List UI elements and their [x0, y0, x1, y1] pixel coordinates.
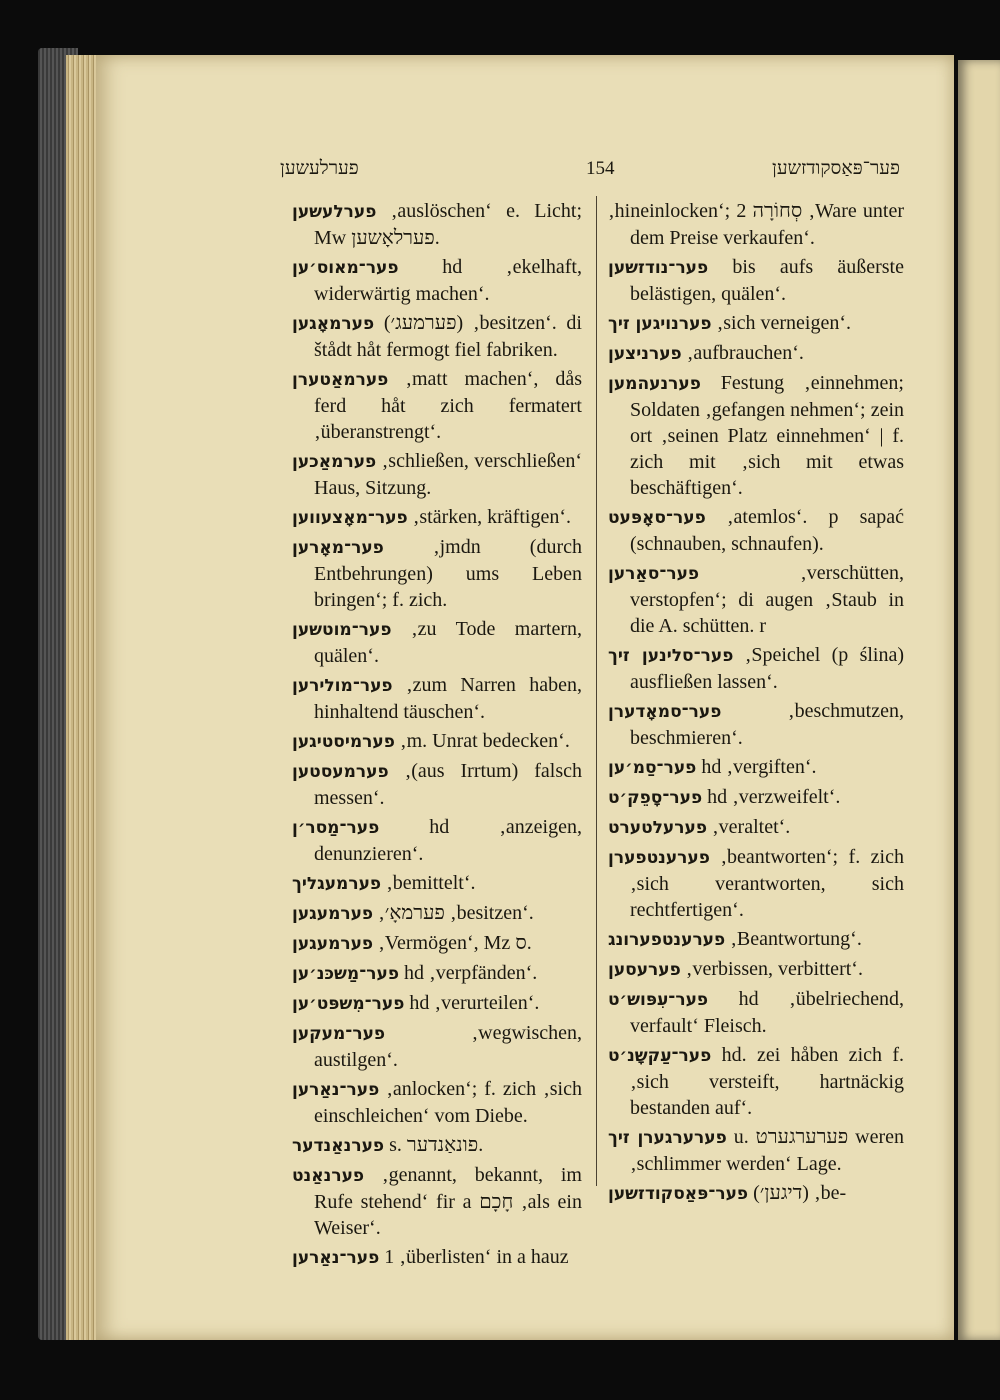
entry-definition: s. פונאַנדער.	[384, 1134, 484, 1156]
entry-definition: u. פערערגערט weren ‚schlimmer werden‘ Lage.	[630, 1126, 905, 1175]
entry-headword: פער־מַשכּנ׳ען	[292, 964, 400, 984]
entry-definition: ‚Speichel (p ślina) ausfließen lassen‘.	[630, 644, 904, 693]
entry-definition: hd ‚vergiften‘.	[696, 756, 817, 778]
entry-definition: ‚schließen, verschließen‘ Haus, Sitzung.	[314, 450, 582, 499]
dictionary-entry	[292, 504, 582, 531]
dictionary-entry	[608, 198, 904, 251]
entry-headword: פער־מאָצעווען	[292, 508, 408, 528]
entry-headword: פער־סַמ׳ען	[608, 758, 697, 778]
entry-headword: פער־מאוס׳ען	[292, 258, 399, 278]
dictionary-entry	[292, 1076, 582, 1129]
entry-headword: פער־סאָפּעט	[608, 508, 706, 528]
dictionary-entry	[292, 198, 582, 251]
dictionary-entry	[608, 814, 904, 841]
entry-definition: ‚auslöschen‘ e. Licht; Mw פערלאָשען.	[314, 200, 582, 249]
dictionary-entry	[292, 870, 582, 897]
entry-definition: ‚beschmutzen, beschmieren‘.	[630, 700, 904, 749]
entry-definition: ‚zum Narren haben, hinhaltend täuschen‘.	[314, 674, 582, 723]
dictionary-entry	[292, 1244, 582, 1271]
dictionary-entry	[292, 990, 582, 1017]
column-divider	[596, 196, 597, 1186]
entry-definition: ‚(aus Irrtum) falsch messen‘.	[314, 760, 582, 809]
entry-headword: פערמעסטען	[292, 762, 389, 782]
dictionary-entry	[292, 672, 582, 725]
entry-headword: פערלעשען	[292, 202, 377, 222]
dictionary-entry	[608, 844, 904, 923]
entry-definition: ‚matt machen‘, dås ferd håt zich fermatert ‚überanstrengt‘.	[314, 368, 582, 443]
entry-definition: hd ‚verpfänden‘.	[399, 962, 538, 984]
dictionary-entry	[292, 1020, 582, 1073]
entry-definition: ‚anlocken‘; f. zich ‚sich einschleichen‘ vom Diebe.	[314, 1078, 582, 1127]
entry-headword: פערעסען	[608, 960, 681, 980]
entry-definition: ‚stärken, kräftigen‘.	[407, 506, 571, 528]
entry-definition: Festung ‚einnehmen; Soldaten ‚gefangen nehmen‘; zein ort ‚seinen Platz einnehmen‘ | f. zich mit ‚sich mit etwas beschäftigen‘.	[630, 372, 904, 499]
entry-definition: ‚verbissen, verbittert‘.	[680, 958, 863, 980]
entry-definition: ‚m. Unrat bedecken‘.	[394, 730, 570, 752]
entry-headword: פער־מִשפּט׳ען	[292, 994, 405, 1014]
dictionary-entry	[608, 504, 904, 557]
dictionary-entry	[292, 448, 582, 501]
dictionary-entry	[292, 366, 582, 445]
entry-definition: ‚wegwischen, austilgen‘.	[314, 1022, 582, 1071]
entry-headword: פערנעהמען	[608, 374, 701, 394]
entry-definition: ‚beantworten‘; f. zich ‚sich verantworten, sich rechtfertigen‘.	[630, 846, 904, 921]
dictionary-entry	[608, 340, 904, 367]
entry-definition: ‚genannt, bekannt, im Rufe stehend‘ fir a חָכָם ‚als ein Weiser‘.	[314, 1164, 582, 1239]
entry-headword: פערעלטערט	[608, 818, 707, 838]
entry-definition: hd ‚anzeigen, denunzieren‘.	[314, 816, 582, 865]
page-number: 154	[586, 158, 615, 179]
entry-headword: פער־סאַרען	[608, 564, 700, 584]
entry-headword: פער־נודזשען	[608, 258, 709, 278]
dictionary-entry	[608, 1180, 904, 1207]
entry-headword: פערמאַכען	[292, 452, 377, 472]
dictionary-entry	[292, 616, 582, 669]
dictionary-entry	[292, 254, 582, 307]
entry-definition: bis aufs äußerste belästigen, quälen‘.	[630, 256, 904, 305]
entry-headword: פער־מאָרען	[292, 538, 384, 558]
entry-definition: (דיגען׳) ‚be-	[748, 1182, 847, 1204]
entry-headword: פער־עִפּוש׳ט	[608, 990, 709, 1010]
entry-definition: ‚bemittelt‘.	[381, 872, 476, 894]
entry-headword: פער־מוטשען	[292, 620, 392, 640]
entry-headword: פערמאַטערן	[292, 370, 389, 390]
dictionary-entry	[292, 758, 582, 811]
entry-definition: hd ‚ekelhaft, widerwärtig machen‘.	[314, 256, 582, 305]
entry-headword: פער־נאַרען	[292, 1248, 380, 1268]
dictionary-entry	[292, 310, 582, 363]
dictionary-entry	[292, 900, 582, 927]
entry-headword: פער־פּאַסקודזשען	[608, 1184, 749, 1204]
dictionary-entry	[292, 960, 582, 987]
dictionary-entry	[292, 930, 582, 957]
dictionary-entry	[292, 534, 582, 613]
entry-headword: פער־נאַרען	[292, 1080, 380, 1100]
dictionary-entry	[608, 754, 904, 781]
entry-headword: פער־סלינען זיך	[608, 646, 734, 666]
entry-definition: hd ‚übelriechend, verfault‘ Fleisch.	[630, 988, 904, 1037]
dictionary-entry	[292, 1132, 582, 1159]
dictionary-entry	[608, 560, 904, 639]
entry-headword: פערמעגליך	[292, 874, 382, 894]
facing-page-edge	[958, 60, 1000, 1340]
dictionary-entry	[608, 956, 904, 983]
entry-headword: פער־מולירען	[292, 676, 393, 696]
dictionary-entry	[292, 1162, 582, 1241]
entry-headword: פערמעגען	[292, 904, 374, 924]
entry-definition: hd ‚verzweifelt‘.	[702, 786, 841, 808]
left-column	[292, 198, 582, 1274]
entry-definition: ‚sich verneigen‘.	[711, 312, 851, 334]
entry-definition: ‚פערמאָ׳ ‚besitzen‘.	[373, 902, 534, 924]
dictionary-entry	[608, 926, 904, 953]
entry-headword: פערנאַנט	[292, 1166, 365, 1186]
entry-definition: ‚aufbrauchen‘.	[681, 342, 804, 364]
entry-definition: 1 ‚überlisten‘ in a hauz	[379, 1246, 569, 1268]
entry-definition: ‚hineinlocken‘; 2 סְחוֹרָה ‚Ware unter dem Preise verkaufen‘.	[608, 200, 904, 249]
entry-definition: ‚Vermögen‘, Mz ס.	[373, 932, 532, 954]
dictionary-entry	[608, 698, 904, 751]
dictionary-entry	[608, 1042, 904, 1121]
entry-headword: פער־מַסר׳ן	[292, 818, 380, 838]
dictionary-entry	[608, 1124, 904, 1177]
entry-headword: פערמעגען	[292, 934, 374, 954]
entry-headword: פערנאַנדער	[292, 1136, 385, 1156]
entry-definition: ‚Beantwortung‘.	[725, 928, 862, 950]
entry-headword: פערנויגען זיך	[608, 314, 712, 334]
entry-definition: ‚zu Tode martern, quälen‘.	[314, 618, 582, 667]
dictionary-entry	[608, 986, 904, 1039]
dictionary-entry	[608, 784, 904, 811]
dictionary-entry	[608, 310, 904, 337]
guideword-left: פערלעשען	[280, 158, 359, 179]
page-header	[280, 158, 900, 188]
entry-definition: ‚atemlos‘. p sapać (schnauben, schnaufen).	[630, 506, 904, 555]
entry-headword: פערענטפערן	[608, 848, 710, 868]
page-stack-edge	[66, 55, 96, 1340]
entry-headword: פער־מעקען	[292, 1024, 386, 1044]
entry-headword: פערערגערן זיך	[608, 1128, 727, 1148]
dictionary-entry	[292, 728, 582, 755]
right-column	[608, 198, 904, 1210]
entry-headword: פערענטפערונג	[608, 930, 726, 950]
dictionary-entry	[608, 642, 904, 695]
entry-definition: ‚veraltet‘.	[707, 816, 791, 838]
entry-headword: פער־סמאָדערן	[608, 702, 722, 722]
dictionary-entry	[292, 814, 582, 867]
entry-definition: hd. zei håben zich f. ‚sich versteift, hartnäckig bestanden auf‘.	[630, 1044, 904, 1119]
entry-headword: פערמיסטיגען	[292, 732, 395, 752]
dictionary-entry	[608, 370, 904, 501]
entry-definition: ‚verschütten, verstopfen‘; di augen ‚Staub in die A. schütten. r	[630, 562, 904, 637]
entry-definition: hd ‚verurteilen‘.	[404, 992, 540, 1014]
entry-headword: פערמאָגען	[292, 314, 375, 334]
entry-headword: פערניצען	[608, 344, 682, 364]
entry-headword: פער־עַקשָנ׳ט	[608, 1046, 712, 1066]
entry-definition: ‚jmdn (durch Entbehrungen) ums Leben bringen‘; f. zich.	[314, 536, 582, 611]
guideword-right: פער־פּאַסקודזשען	[772, 158, 900, 179]
entry-definition: (פערמעג׳) ‚besitzen‘. di štådt håt fermogt fiel fabriken.	[314, 312, 582, 361]
dictionary-entry	[608, 254, 904, 307]
entry-headword: פער־סָפֵק׳ט	[608, 788, 703, 808]
